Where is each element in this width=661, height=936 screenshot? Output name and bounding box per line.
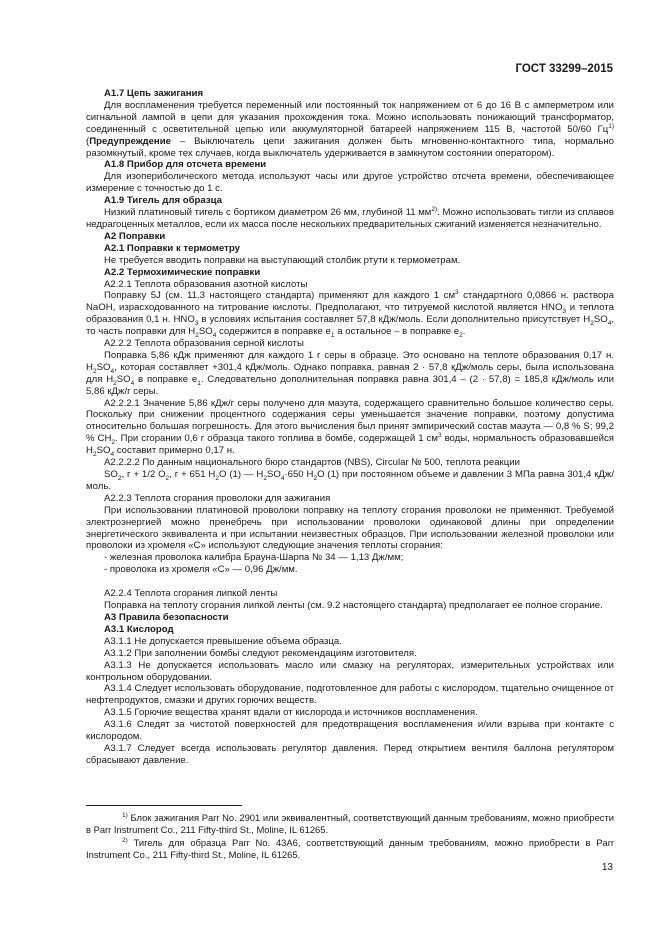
rule-a3-1-7: А3.1.7 Следует всегда использовать регулятор давления. Перед открытием вентиля баллона регулятором сбрасывают давление. xyxy=(86,742,614,766)
footnotes xyxy=(86,805,614,862)
section-a2-2-title: А2.2 Термохимические поправки xyxy=(104,266,261,278)
section-a2-2-2-2-paragraph: А2.2.2.2 По данным национального бюро стандартов (NBS), Circular № 500, теплота реакции xyxy=(104,457,520,469)
section-a2-2-3-paragraph: При использовании платиновой проволоки поправку на теплоту сгорания проволоки не применяют. Требуемой электроэнергией можно пренебречь при использовании проволоки одинаковой длины при определении энергетического эквивалента и при испытании неизвестных образцов. При использовании железной проволоки или проволоки из хромеля «С» используют следующие значения теплоты сгорания: xyxy=(86,504,614,552)
section-a1-8-paragraph: Для изопериболического метода используют часы или другое устройство отсчета времени, обеспечивающее измерение с точностью до 1 с. xyxy=(86,171,614,195)
standard-header: ГОСТ 33299–2015 xyxy=(515,63,613,75)
section-a2-2-3-title: А2.2.3 Теплота сгорания проволоки для зажигания xyxy=(104,492,331,504)
section-a1-9-paragraph: Низкий платиновый тигель с бортиком диаметром 26 мм, глубиной 11 $мм^{2)}$. Можно использовать тигли из сплавов недрагоценных металлов, если их масса после нескольких предварительных сжиганий изменяется незначительно. xyxy=(86,205,614,230)
section-a1-7-paragraph: Для воспламенения требуется переменный или постоянный ток напряжением от 6 до 16 В с амперметром или сигнальной лампой в цепи для указания прохождения тока. Можно использовать понижающий трансформатор, соединенный с осветительной цепью или аккумуляторной батареей напряжением 115 В, частотой 50/60 $Гц^{1)}$ (Предупреждение – Выключатель цепи зажигания должен быть мгновенно-контактного типа, нормально разомкнутый, кроме тех случаев, когда выключатель удерживается в замкнутом состоянии оператором). xyxy=(86,99,614,159)
section-a2-2-2-paragraph: Поправка 5,86 кДж применяют для каждого 1 г серы в образце. Это основано на теплоте образования 0,17 н. $H_2SO_4$, которая составляет +301,4 кДж/моль. Однако поправка, равная 2 · 57,8 кДж/моль серы, была использована для $H_2SO_4$ в поправке $e_1$. Следовательно дополнительная поправка равна 301,4 – (2 · 57,8) = 185,8 кДж/моль или 5,86 кДж/г серы. xyxy=(86,349,614,397)
footnote-2: $^{2)}$ Тигель для образца Parr No. 43A6, соответствующий данным требованиям, можно приобрести в Parr Instrument Co., 211 Fifty-third St., Moline, IL 61265. xyxy=(86,837,614,860)
section-a2-1-paragraph: Не требуется вводить поправки на выступающий столбик ртути к термометрам. xyxy=(104,254,461,266)
rule-a3-1-4: А3.1.4 Следует использовать оборудование, подготовленное для работы с кислородом, тщательно очищенное от нефтепродуктов, смазки и других горючих веществ. xyxy=(86,683,614,707)
rule-a3-1-6: А3.1.6 Следят за чистотой поверхностей для предотвращения воспламенения и/или взрыва при контакте с кислородом. xyxy=(86,719,614,743)
warning-label: Предупреждение xyxy=(89,135,171,147)
section-a1-8-title: А1.8 Прибор для отсчета времени xyxy=(104,159,267,171)
rule-a3-1-1: А3.1.1 Не допускается превышение объема образца. xyxy=(104,635,342,647)
section-a3-1-title: А3.1 Кислород xyxy=(104,623,174,635)
section-a2-1-title: А2.1 Поправки к термометру xyxy=(104,242,240,254)
section-a2-2-4-paragraph: Поправка на теплоту сгорания липкой ленты (см. 9.2 настоящего стандарта) предполагает ее полное сгорание. xyxy=(104,600,603,612)
section-a2-2-2-title: А2.2.2 Теплота образования серной кислоты xyxy=(104,338,304,350)
rule-a3-1-3: А3.1.3 Не допускается использовать масло или смазку на регуляторах, измерительных устройствах или контрольном оборудовании. xyxy=(86,659,614,683)
footnote-ref-2: 2) xyxy=(431,205,438,213)
footnote-ref-1: 1) xyxy=(608,122,614,130)
main-text xyxy=(86,88,614,767)
section-a2-title: А2 Поправки xyxy=(104,230,166,242)
section-a3-title: А3 Правила безопасности xyxy=(104,611,229,623)
section-a2-2-1-paragraph: Поправку 5J (см. 11.3 настоящего стандарта) применяют для каждого 1 $см^3$ стандартного 0,0866 н. раствора NaOH, израсходованного на титрование кислоты. Предполагают, что титруемой кислотой является $HNO_3$ и теплота образования 0,1 н. $HNO_3$ в условиях испытания составляет 57,8 кДж/моль. Если дополнительно присутствует $H_2SO_4$, то часть поправки для $H_2SO_4$ содержится в поправке $e_1$ а остальное – в поправке $e_2$. xyxy=(86,289,615,340)
page-number: 13 xyxy=(601,862,613,873)
section-a2-2-1-title: А2.2.1 Теплота образования азотной кислоты xyxy=(104,278,308,290)
rule-a3-1-2: А3.1.2 При заполнении бомбы следуют рекомендациям изготовителя. xyxy=(104,647,417,659)
section-a2-2-2-1-paragraph: А2.2.2.1 Значение 5,86 кДж/г серы получено для мазута, содержащего сравнительно большое количество серы. Поскольку при снижении процентного содержания серы уменьшается значение поправки, поэтому допустима относительно большая погрешность. Для этого вычисления был принят эмпирический состав мазута — 0,8 % S; 99,2 % $CH_2$. При сгорании 0,6 г образца такого топлива в бомбе, содержащей 1 $см^3$ воды, нормальность образовавшейся $H_2SO_4$ составит примерно 0,17 н. xyxy=(86,397,614,459)
rule-a3-1-5: А3.1.5 Горючие вещества хранят вдали от кислорода и источников воспламенения. xyxy=(104,707,478,719)
section-a2-2-4-title: А2.2.4 Теплота сгорания липкой ленты xyxy=(104,588,278,600)
list-item: - железная проволока калибра Брауна-Шарпа № 34 — 1,13 Дж/мм; xyxy=(104,552,404,564)
reaction-equation: $SO_2$, г + 1/2 $O_2$, г + 651 $H_2O$ (1) — $H_2SO_4\cdot 650$ $H_2O$ (1) при постоянном объеме и давлении 3 МПа равна 301,4 кДж/моль. xyxy=(86,469,614,492)
footnote-1: $^{1)}$ Блок зажигания Parr No. 2901 или эквивалентный, соответствующий данным требованиям, можно приобрести в Parr Instrument Co., 211 Fifty-third St., Moline, IL 61265. xyxy=(86,811,614,835)
section-a1-9-title: А1.9 Тигель для образца xyxy=(104,195,222,207)
section-a1-7-title: А1.7 Цепь зажигания xyxy=(104,88,204,99)
list-item: - проволока из хромеля «С» — 0,96 Дж/мм. xyxy=(104,564,298,576)
footnote-divider xyxy=(86,805,242,806)
